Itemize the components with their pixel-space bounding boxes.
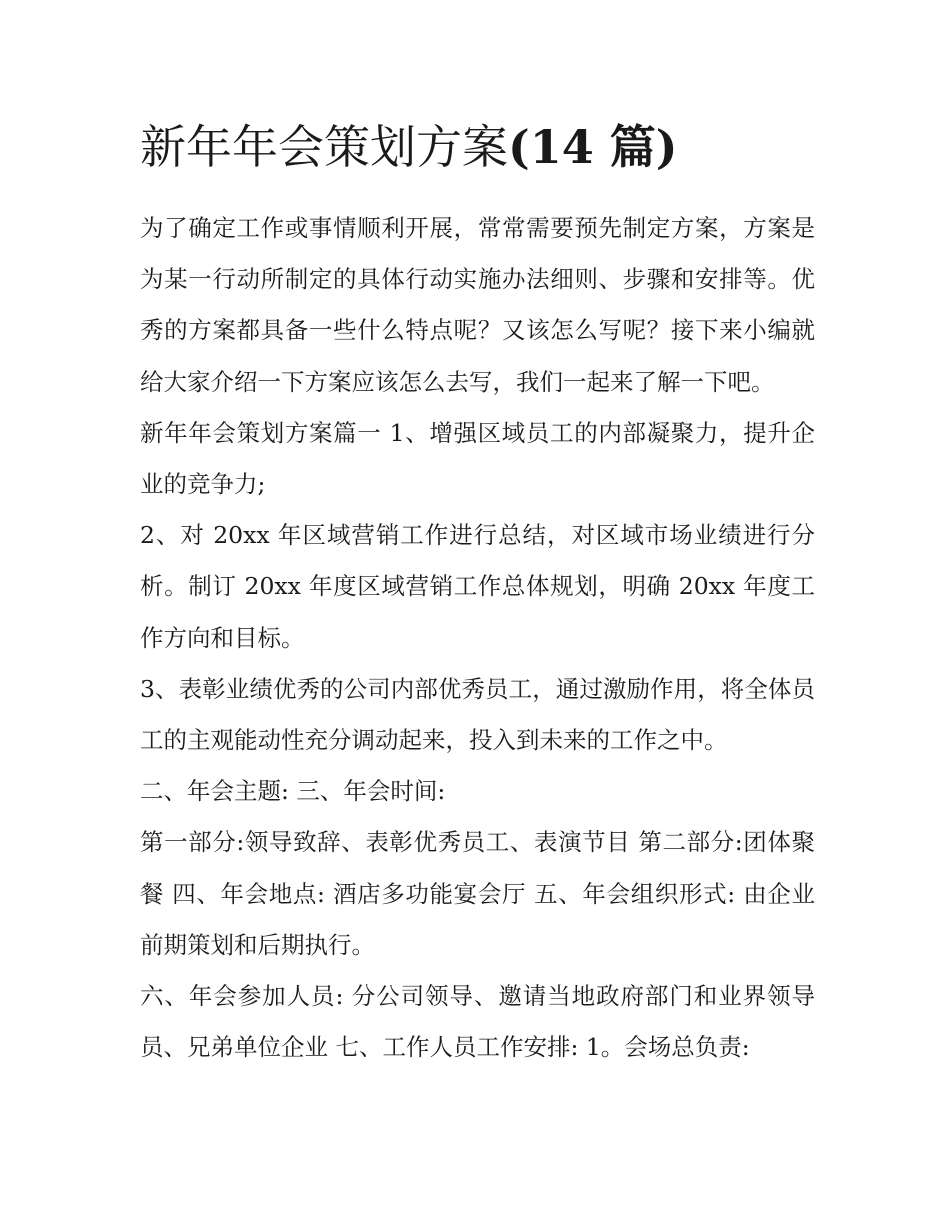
document-content [140,112,815,1073]
paragraph-intro: 为了确定工作或事情顺利开展，常常需要预先制定方案，方案是为某一行动所制定的具体行动实施办法细则、步骤和安排等。优秀的方案都具备一些什么特点呢？又该怎么写呢？接下来小编就给大家介绍一下方案应该怎么去写，我们一起来了解一下吧。 [140,214,815,396]
document-title-main: 新年年会策划方案 [140,120,508,174]
paragraph-part-one: 新年年会策划方案篇一 1、增强区域员工的内部凝聚力，提升企业的竞争力; [140,418,815,499]
paragraph-agenda: 第一部分:领导致辞、表彰优秀员工、表演节目 第二部分:团体聚餐 四、年会地点: 酒店多功能宴会厅 五、年会组织形式: 由企业前期策划和后期执行。 [140,828,815,959]
document-body [140,203,815,1073]
paragraph-item-3: 3、表彰业绩优秀的公司内部优秀员工，通过激励作用，将全体员工的主观能动性充分调动起来，投入到未来的工作之中。 [140,674,815,755]
paragraph-attendees: 六、年会参加人员: 分公司领导、邀请当地政府部门和业界领导员、兄弟单位企业 七、工作人员工作安排: 1。会场总负责: [140,982,815,1062]
paragraph-theme-time: 二、年会主题: 三、年会时间: [140,777,446,806]
paragraph-item-2: 2、对 20xx 年区域营销工作进行总结，对区域市场业绩进行分析。制订 20xx 年度区域营销工作总体规划，明确 20xx 年度工作方向和目标。 [140,521,815,652]
document-title [140,112,815,182]
document-title-suffix: (14 篇) [508,120,678,174]
